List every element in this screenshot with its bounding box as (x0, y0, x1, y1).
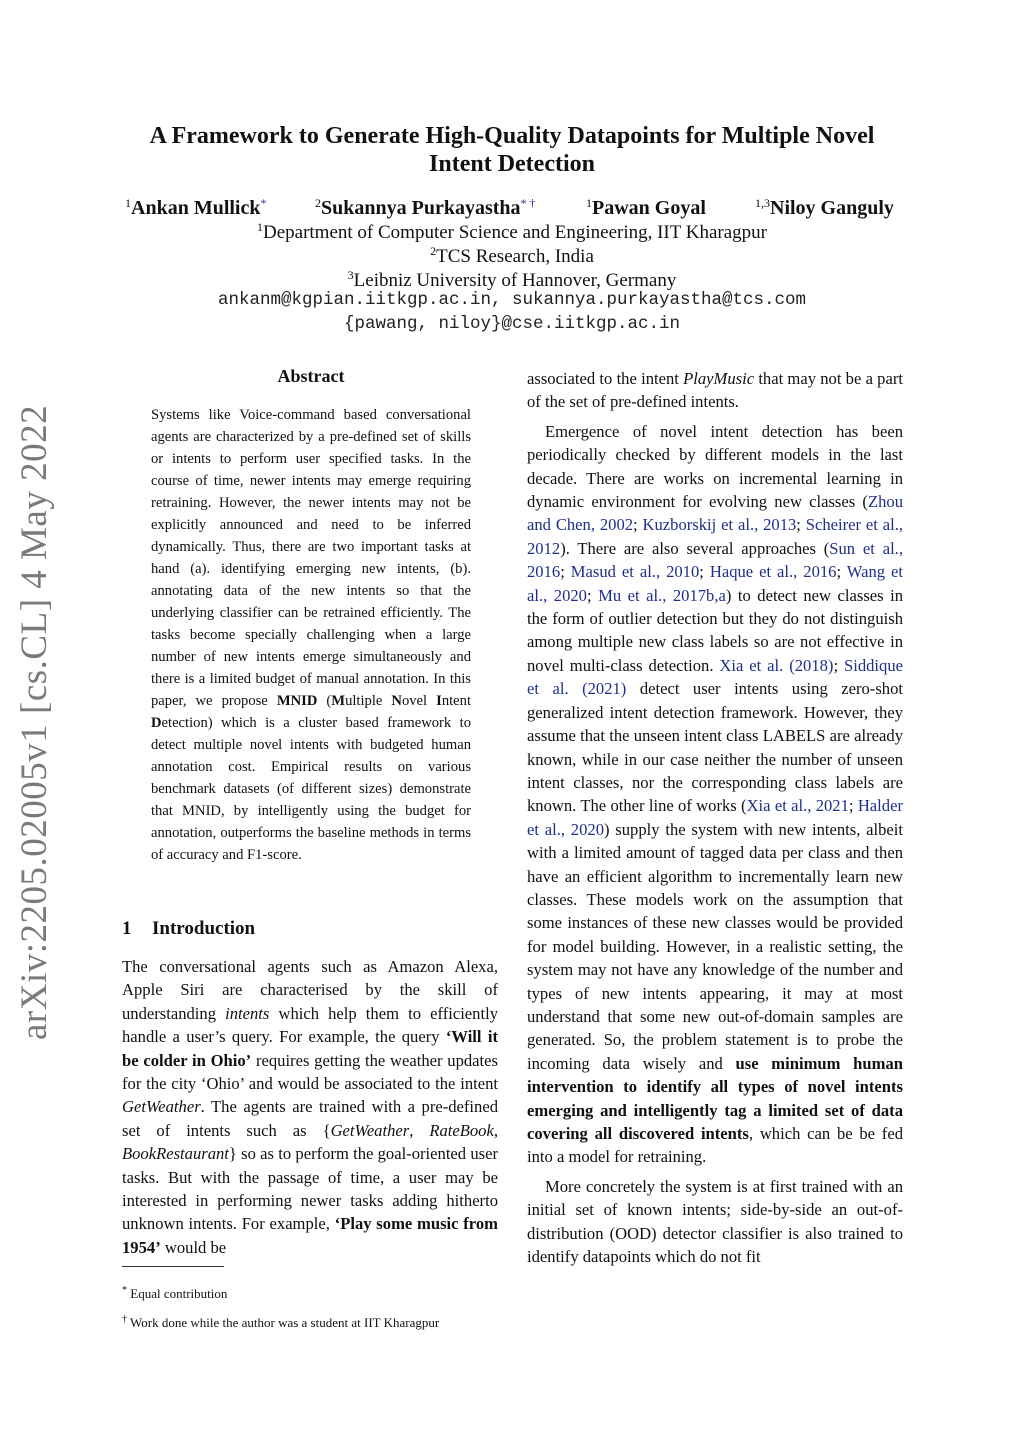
sep: ; (796, 515, 806, 535)
abstract-heading: Abstract (277, 366, 345, 386)
citation-mu[interactable]: Mu et al., 2017b,a (598, 585, 726, 605)
sep: ; (586, 585, 599, 605)
abstract-ovel: ovel (401, 693, 437, 709)
abstract-mnid: MNID (276, 693, 318, 709)
intro-getweather: GetWeather (122, 1097, 201, 1117)
citation-wang[interactable]: Wang et al., 2020 (527, 562, 903, 605)
right-p2f: , which can be be fed into a model for retraining. (527, 1124, 903, 1167)
intro-set-2: RateBook (429, 1120, 494, 1140)
abstract-part-1: Systems like Voice-command based conversational agents are characterized by a pre-defined set of skills or intents to perform user specified tasks. In the course of time, newer intents may emerge requiring retraining. However, the newer intents may not be explicitly announced and need to be inferred dynamically. Thus, there are two important tasks at hand (a). identifying emerging new intents, (b). annotating data of the new intents so that the underlying classifier can be retrained efficiently. The tasks become specially challenging when a large number of new intents emerge simultaneously and there is a limited budget of manual annotation. In this paper, we propose (151, 407, 471, 709)
footnote-rule (122, 1266, 224, 1267)
author-2-mark: * † (520, 196, 536, 210)
affiliation-1-sup: 1 (256, 220, 263, 234)
affiliation-1-text: Department of Computer Science and Engineering, IIT Kharagpur (262, 222, 768, 243)
citation-sun[interactable]: Sun et al., 2016 (527, 538, 903, 582)
abstract-n: N (391, 693, 402, 709)
abstract-i: I (436, 693, 442, 709)
right-paragraph-3: More concretely the system is at first trained with an initial set of known intents; side-by-side an out-of-distribution (OOD) detector classifier is also trained to identify datapoints which do not fit (527, 1176, 903, 1267)
right-p2b: ). There are also several approaches ( (560, 538, 830, 558)
sep: ; (848, 796, 858, 816)
citation-scheirer[interactable]: Scheirer et al., 2012 (527, 515, 904, 558)
citation-xia-2018[interactable]: Xia et al. (2018) (719, 655, 834, 675)
intro-t2: which help them to efficiently handle a user’s query. For example, the query (122, 1003, 498, 1047)
sep: ; (699, 562, 710, 582)
intro-text (122, 955, 498, 1259)
intro-query-2: ‘Play some music from 1954’ (122, 1214, 498, 1257)
author-1-affil: 1 (125, 196, 131, 210)
abstract-ntent: ntent (441, 693, 471, 709)
paper-title (100, 122, 924, 178)
sep: ; (560, 562, 571, 582)
sep: ; (836, 562, 847, 582)
right-playmusic: PlayMusic (683, 369, 755, 388)
intro-set-3: BookRestaurant (122, 1144, 229, 1164)
intro-comma-1: , (409, 1120, 430, 1140)
author-2-name: Sukannya Purkayastha (321, 197, 521, 219)
right-paragraph-1 (527, 367, 903, 414)
right-column (527, 367, 903, 1268)
intro-t3: requires getting the weather updates for the city ‘Ohio’ and would be associated to the intent (122, 1050, 498, 1094)
abstract-d: D (151, 715, 162, 731)
section-title: Introduction (152, 918, 256, 939)
citation-zhou-chen[interactable]: Zhou and Chen, 2002 (527, 492, 903, 535)
section-heading (122, 918, 255, 940)
footnote-1-text: Equal contribution (130, 1286, 228, 1301)
citation-kuzborskij[interactable]: Kuzborskij et al., 2013 (642, 515, 797, 535)
abstract-ultiple: ultiple (345, 693, 392, 709)
intro-t6: would be (160, 1237, 227, 1257)
affiliation-3-text: Leibniz University of Hannover, Germany (353, 270, 677, 291)
right-p2a: Emergence of novel intent detection has been periodically checked by different models in the last decade. There are works on incremental learning in dynamic environment for evolving new classes ( (527, 421, 903, 512)
email-line-2: {pawang, niloy}@cse.iitkgp.ac.in (343, 314, 681, 334)
author-3-name: Pawan Goyal (592, 197, 706, 219)
right-bold-statement: use minimum human intervention to identify all types of novel intents emerging and intelligently tag a limited set of data covering all discovered intents (527, 1053, 903, 1143)
arxiv-watermark: arXiv:2205.02005v1 [cs.CL] 4 May 2022 (14, 404, 55, 1040)
intro-intents: intents (225, 1003, 270, 1023)
footnote-1 (122, 1282, 502, 1303)
abstract-m: M (331, 693, 346, 709)
right-p1a: associated to the intent (527, 369, 684, 388)
citation-siddique[interactable]: Siddique et al. (2021) (527, 655, 903, 699)
intro-t1: The conversational agents such as Amazon Alexa, Apple Siri are characterised by the skill of understanding (122, 957, 498, 1023)
abstract-text (151, 404, 471, 866)
author-4-affil: 1,3 (755, 196, 770, 210)
email-line-1: ankanm@kgpian.iitkgp.ac.in, sukannya.purkayastha@tcs.com (217, 290, 807, 310)
right-p1b: that may not be a part of the set of pre-defined intents. (527, 369, 903, 412)
citation-masud[interactable]: Masud et al., 2010 (570, 562, 700, 582)
citation-xia-2021[interactable]: Xia et al., 2021 (746, 796, 849, 816)
footnote-1-mark: * (122, 1285, 127, 1296)
abstract-part-2: etection) which is a cluster based framework to detect multiple novel intents with budgeted human annotation cost. Empirical results on various benchmark datasets (of different sizes) demonstrate that MNID, by intelligently using the budget for annotation, outperforms the baseline methods in terms of accuracy and F1-score. (151, 715, 471, 863)
sep: ; (833, 655, 844, 675)
footnote-2-mark: † (122, 1314, 127, 1325)
abstract-paren: ( (317, 693, 332, 709)
sep: ; (633, 515, 643, 535)
right-paragraph-2 (527, 420, 903, 1169)
right-p2c: ) to detect new classes in the form of outlier detection but they do not distinguish among multiple new class labels so are not effective in novel multi-class detection. (527, 585, 904, 675)
title-line-2: Intent Detection (429, 151, 595, 177)
author-2-affil: 2 (315, 196, 321, 210)
footnote-2-text: Work done while the author was a student at IIT Kharagpur (130, 1315, 440, 1330)
author-4-name: Niloy Ganguly (770, 197, 894, 219)
author-3-affil: 1 (586, 196, 592, 210)
intro-set-1: GetWeather (330, 1120, 410, 1140)
author-list (100, 190, 924, 218)
intro-paragraph (122, 955, 498, 1259)
intro-query-1: ‘Will it be colder in Ohio’ (122, 1027, 498, 1070)
citation-haque[interactable]: Haque et al., 2016 (709, 562, 837, 582)
affiliation-2-sup: 2 (430, 244, 437, 258)
title-line-1: A Framework to Generate High-Quality Datapoints for Multiple Novel (149, 123, 875, 149)
section-number: 1 (122, 918, 132, 939)
author-1-name: Ankan Mullick (131, 197, 261, 219)
right-p2d: detect user intents using zero-shot generalized intent detection framework. However, they assume that the unseen intent class LABELS are already known, while in our case neither the number of unseen intent classes, nor the corresponding class labels are known. The other line of works ( (527, 679, 903, 816)
footnote-2 (122, 1311, 502, 1332)
author-1-mark: * (260, 196, 267, 210)
intro-comma-2: , (493, 1120, 499, 1140)
affiliation-2-text: TCS Research, India (436, 246, 594, 267)
intro-t4: . The agents are trained with a pre-defined set of intents such as { (122, 1097, 498, 1140)
citation-halder[interactable]: Halder et al., 2020 (527, 796, 903, 839)
intro-t5: } so as to perform the goal-oriented user tasks. But with the passage of time, a user may be interested in performing newer tasks adding hitherto unknown intents. For example, (122, 1144, 498, 1234)
right-p2e: ) supply the system with new intents, albeit with a limited amount of tagged data per class and then have an efficient algorithm to incrementally learn new classes. These models work on the assumption that some instances of these new classes would be provided for model building. However, in a realistic setting, the system may not have any knowledge of the number and types of new intents appearing, it may at most understand that some new out-of-domain samples are generated. So, the problem statement is to probe the incoming data wisely and (527, 819, 903, 1073)
affiliation-3-sup: 3 (347, 268, 354, 282)
